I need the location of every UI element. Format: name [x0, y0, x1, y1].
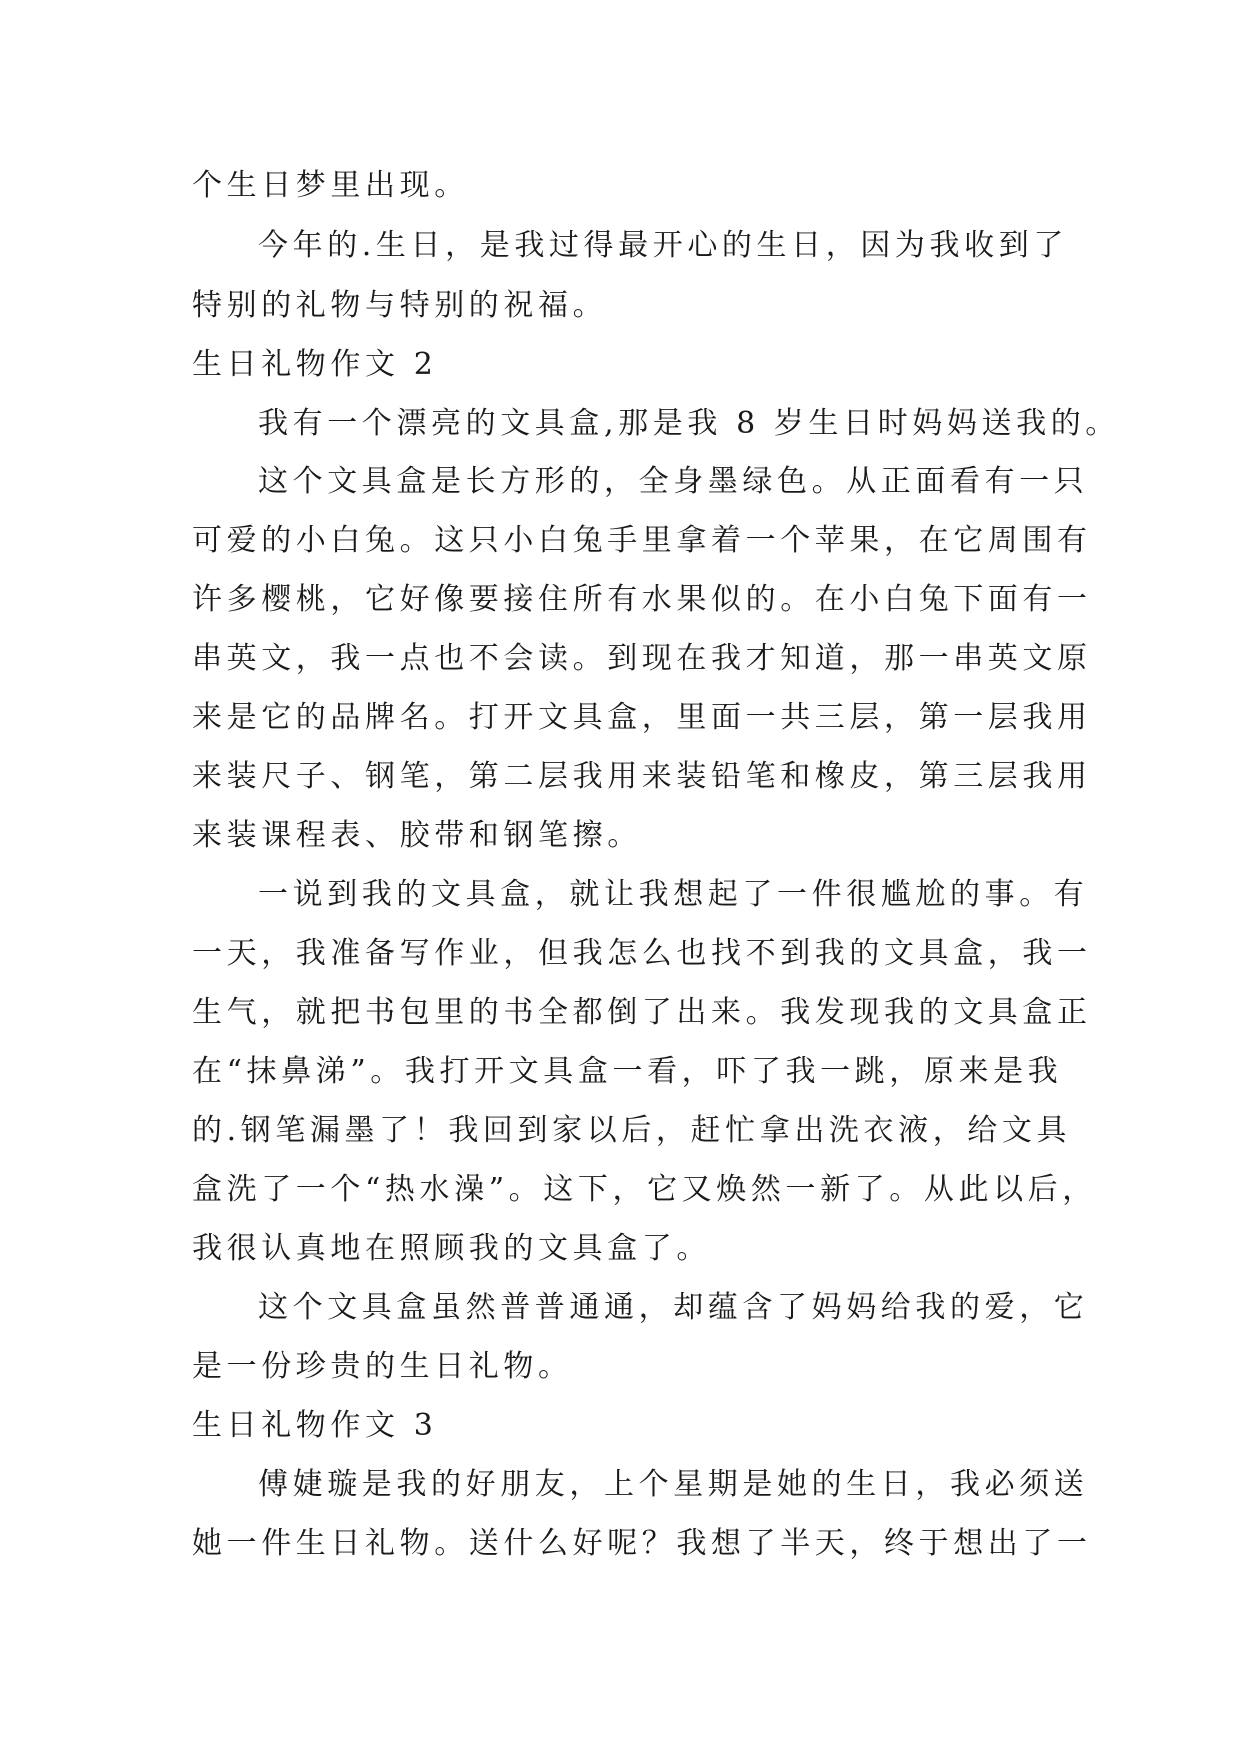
- text-line: 来装课程表、胶带和钢笔擦。: [192, 818, 642, 853]
- paragraph-start: 这个文具盒虽然普普通通，却蕴含了妈妈给我的爱，它: [258, 1290, 1089, 1325]
- text-line: 是一份珍贵的生日礼物。: [192, 1349, 573, 1384]
- text-line: 特别的礼物与特别的祝福。: [192, 288, 608, 323]
- paragraph-start: 今年的.生日，是我过得最开心的生日，因为我收到了: [258, 228, 1068, 263]
- text-line: 她一件生日礼物。送什么好呢？我想了半天，终于想出了一: [192, 1526, 1092, 1561]
- text-line: 来是它的品牌名。打开文具盒，里面一共三层，第一层我用: [192, 700, 1092, 735]
- text-line: 串英文，我一点也不会读。到现在我才知道，那一串英文原: [192, 641, 1092, 676]
- section-heading-3: 生日礼物作文 3: [192, 1408, 438, 1443]
- paragraph-start: 傅婕璇是我的好朋友，上个星期是她的生日，我必须送: [258, 1467, 1089, 1502]
- paragraph-start: 这个文具盒是长方形的，全身墨绿色。从正面看有一只: [258, 464, 1089, 499]
- text-line: 的.钢笔漏墨了！我回到家以后，赶忙拿出洗衣液，给文具: [192, 1113, 1072, 1148]
- text-line: 在“抹鼻涕”。我打开文具盒一看，吓了我一跳，原来是我: [192, 1054, 1063, 1089]
- text-line: 一天，我准备写作业，但我怎么也找不到我的文具盒，我一: [192, 936, 1092, 971]
- text-line: 来装尺子、钢笔，第二层我用来装铅笔和橡皮，第三层我用: [192, 759, 1092, 794]
- text-line: 我很认真地在照顾我的文具盒了。: [192, 1231, 711, 1266]
- text-line: 个生日梦里出现。: [192, 168, 469, 203]
- paragraph-start: 我有一个漂亮的文具盒,那是我 8 岁生日时妈妈送我的。: [258, 406, 1120, 441]
- text-line: 生气，就把书包里的书全都倒了出来。我发现我的文具盒正: [192, 995, 1092, 1030]
- paragraph-start: 一说到我的文具盒，就让我想起了一件很尴尬的事。有: [258, 877, 1089, 912]
- text-line: 许多樱桃，它好像要接住所有水果似的。在小白兔下面有一: [192, 582, 1092, 617]
- text-line: 盒洗了一个“热水澡”。这下，它又焕然一新了。从此以后，: [192, 1172, 1097, 1207]
- section-heading-2: 生日礼物作文 2: [192, 347, 438, 382]
- text-line: 可爱的小白兔。这只小白兔手里拿着一个苹果，在它周围有: [192, 523, 1092, 558]
